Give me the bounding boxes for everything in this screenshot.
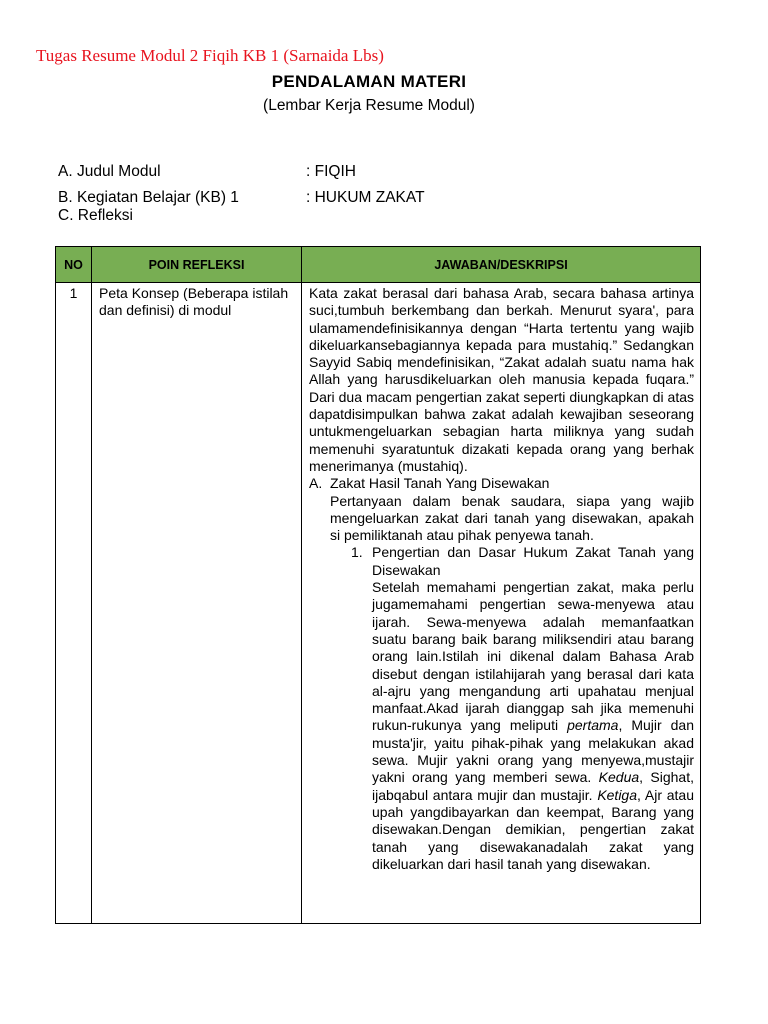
- row-number: 1: [56, 283, 92, 924]
- column-header-poin: POIN REFLEKSI: [92, 247, 302, 283]
- item-title: Pengertian dan Dasar Hukum Zakat Tanah yang Disewakan: [372, 544, 694, 578]
- section-a-paragraph: Pertanyaan dalam benak saudara, siapa yang wajib mengeluarkan zakat dari tanah yang disewakan, apakah si pemiliktanah atau pihak penyewa tanah.: [330, 492, 694, 544]
- intro-paragraph: Kata zakat berasal dari bahasa Arab, secara bahasa artinya suci,tumbuh berkembang dan berkah. Menurut syara', para ulamamendefinisikannya dengan “Harta tertentu yang wajib dikeluarkansebagiannya kepada para mustahiq.” Sedangkan Sayyid Sabiq mendefinisikan, “Zakat adalah suatu nama hak Allah yang harusdikeluarkan oleh manusia kepada fuqara.” Dari dua macam pengertian zakat seperti diungkapkan di atas dapatdisimpulkan bahwa zakat adalah kewajiban seseorang untukmengeluarkan sebagian harta miliknya yang sudah memenuhi syaratuntuk dizakati kepada orang yang berhak menerimanya (mustahiq).: [309, 285, 694, 474]
- info-label: B. Kegiatan Belajar (KB) 1: [58, 189, 239, 206]
- assignment-note: Tugas Resume Modul 2 Fiqih KB 1 (Sarnaida Lbs): [36, 46, 384, 65]
- column-header-jawaban: JAWABAN/DESKRIPSI: [302, 247, 701, 283]
- info-label: C. Refleksi: [58, 207, 133, 224]
- reflection-table: [55, 246, 701, 924]
- section-marker: A.: [309, 475, 323, 492]
- table-header-row: [56, 247, 701, 283]
- info-row-judul: [58, 163, 356, 181]
- jawaban-cell: [302, 283, 701, 924]
- table-row: [56, 283, 701, 924]
- info-label: A. Judul Modul: [58, 163, 161, 180]
- info-row-kegiatan: [58, 189, 425, 207]
- item-marker: 1.: [351, 544, 363, 561]
- section-a-heading: [309, 475, 694, 492]
- section-title: Zakat Hasil Tanah Yang Disewakan: [330, 475, 550, 492]
- page-subtitle: (Lembar Kerja Resume Modul): [263, 97, 475, 114]
- column-header-no: NO: [56, 247, 92, 283]
- info-value: : FIQIH: [306, 163, 356, 180]
- numbered-item: [351, 544, 694, 873]
- info-value: : HUKUM ZAKAT: [306, 189, 425, 206]
- item-paragraph: Setelah memahami pengertian zakat, maka perlu jugamemahami pengertian sewa-menyewa atau ijarah. Sewa-menyewa adalah memanfaatkan suatu barang baik barang miliksendiri atau barang orang lain.Istilah ini dikenal dalam Bahasa Arab disebut dengan istilahijarah yang berasal dari kata al-ajru yang mengandung arti upahatau menjual manfaat.Akad ijarah dianggap sah jika memenuhi rukun-rukunya yang meliputi pertama, Mujir dan musta'jir, yaitu pihak-pihak yang melakukan akad sewa. Mujir yakni orang yang menyewa,mustajir yakni orang yang memberi sewa. Kedua, Sighat, ijabqabul antara mujir dan mustajir. Ketiga, Ajr atau upah yangdibayarkan dan keempat, Barang yang disewakan.Dengan demikian, pengertian zakat tanah yang disewakanadalah zakat yang dikeluarkan dari hasil tanah yang disewakan.: [372, 579, 694, 872]
- info-row-refleksi: [58, 207, 306, 225]
- poin-refleksi-cell: Peta Konsep (Beberapa istilah dan definisi) di modul: [92, 283, 302, 924]
- page-title: PENDALAMAN MATERI: [271, 72, 467, 91]
